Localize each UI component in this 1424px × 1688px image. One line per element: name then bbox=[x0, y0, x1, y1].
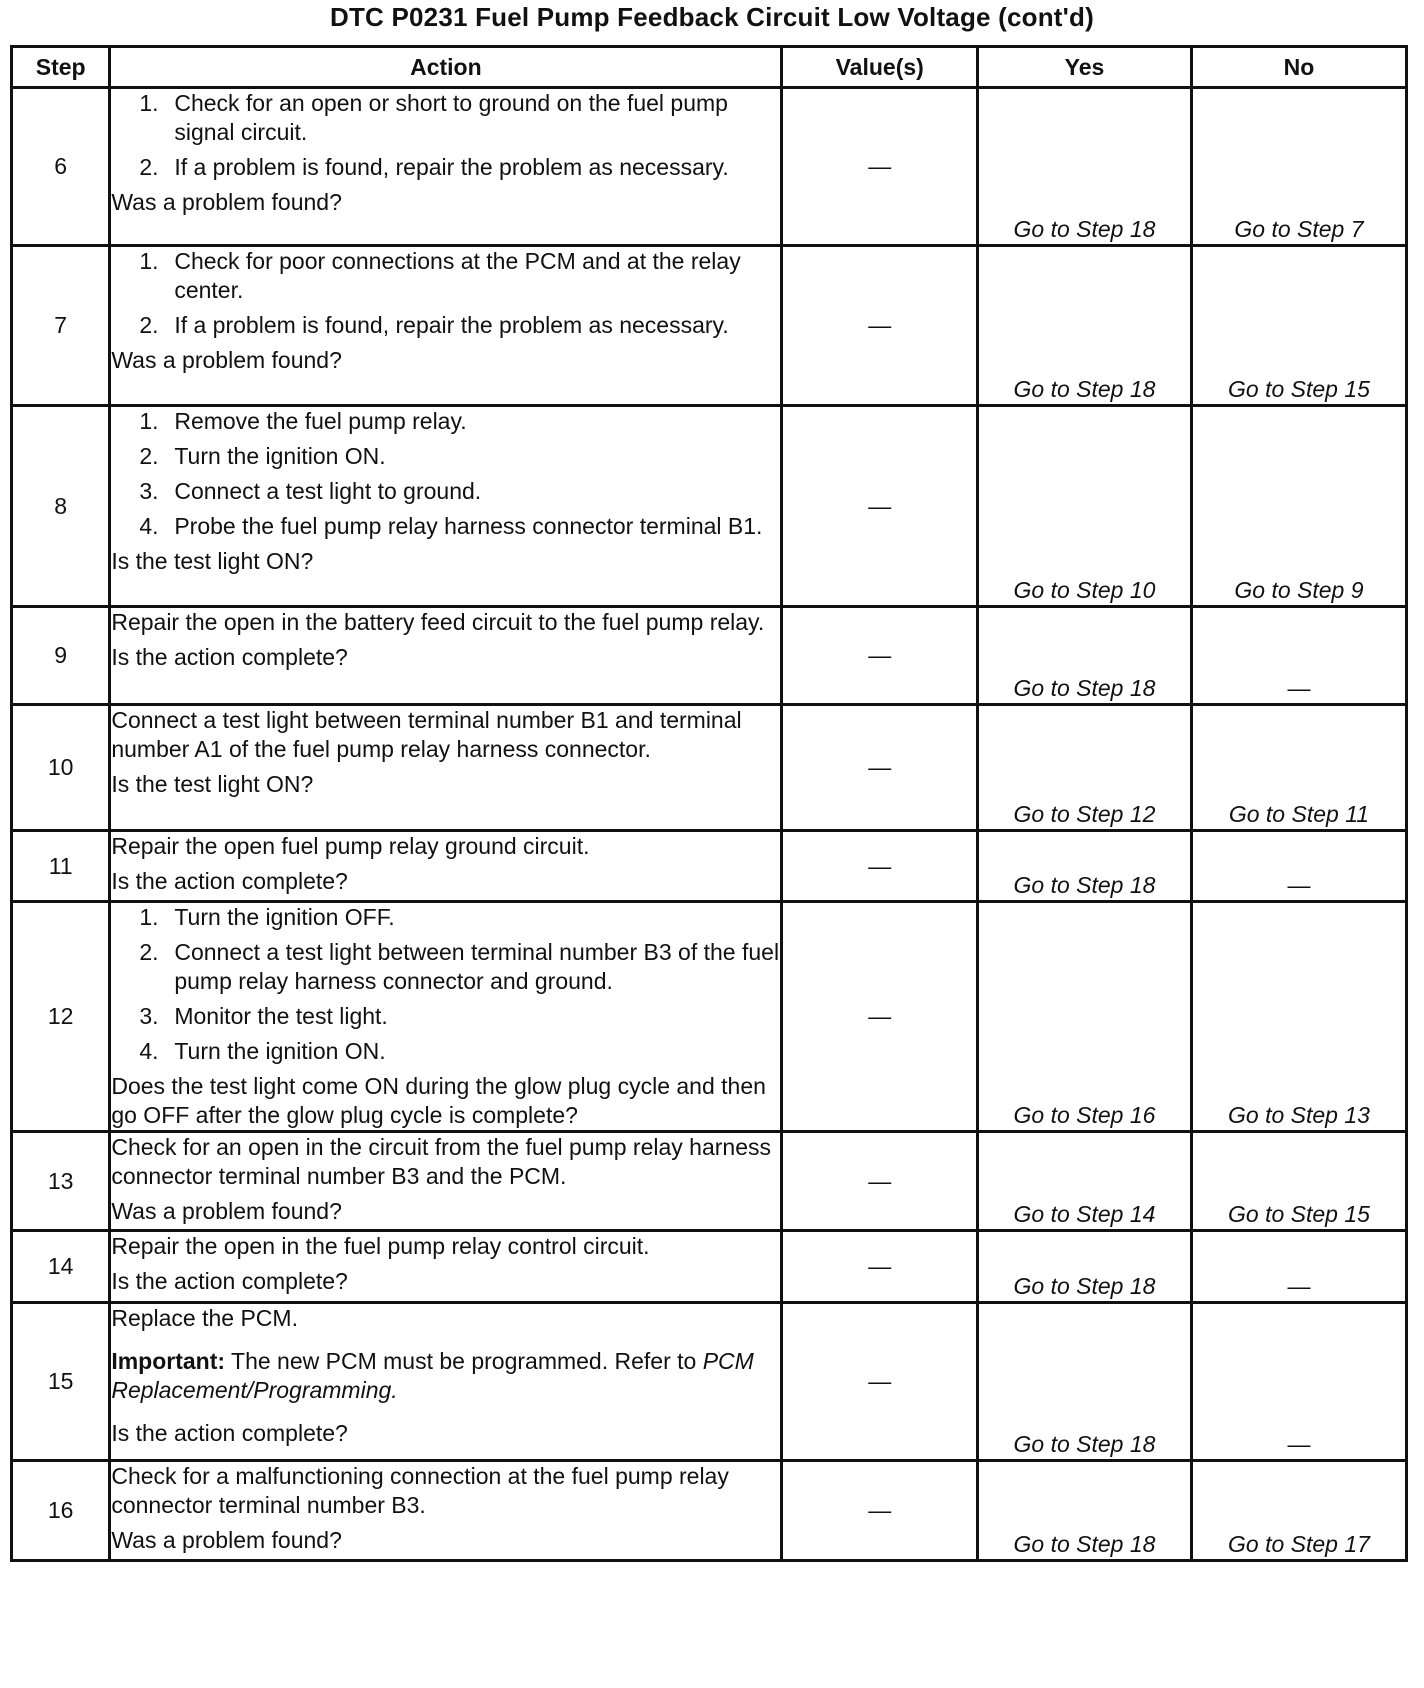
action-text: Check for an open in the circuit from the fuel pump relay harness connector terminal number B3 and the PCM. bbox=[111, 1134, 771, 1189]
value-cell: — bbox=[782, 902, 978, 1132]
step-number: 15 bbox=[12, 1303, 110, 1461]
action-steps bbox=[111, 89, 780, 182]
action-question: Is the action complete? bbox=[111, 1420, 348, 1446]
action-question: Is the test light ON? bbox=[111, 771, 314, 797]
step-number: 11 bbox=[12, 831, 110, 902]
yes-cell: Go to Step 18 bbox=[978, 607, 1192, 705]
step-number: 9 bbox=[12, 607, 110, 705]
no-cell: Go to Step 13 bbox=[1191, 902, 1406, 1132]
column-header-step: Step bbox=[12, 47, 110, 88]
action-step: 3. Connect a test light to ground. bbox=[139, 478, 482, 504]
action-question: Is the action complete? bbox=[111, 1268, 348, 1294]
column-header-no: No bbox=[1191, 47, 1406, 88]
action-cell bbox=[110, 88, 782, 246]
step-number: 13 bbox=[12, 1132, 110, 1231]
yes-cell: Go to Step 18 bbox=[978, 1231, 1192, 1303]
important-text: The new PCM must be programmed. Refer to bbox=[231, 1348, 697, 1374]
no-cell: Go to Step 9 bbox=[1191, 406, 1406, 607]
important-note bbox=[111, 1347, 780, 1405]
action-step: 1. Check for an open or short to ground on the fuel pump signal circuit. bbox=[139, 90, 728, 145]
action-steps bbox=[111, 247, 780, 340]
action-cell bbox=[110, 902, 782, 1132]
table-row bbox=[12, 246, 1407, 406]
action-step: 3. Monitor the test light. bbox=[139, 1003, 388, 1029]
value-cell: — bbox=[782, 1461, 978, 1561]
action-question: Is the action complete? bbox=[111, 644, 348, 670]
no-cell: Go to Step 15 bbox=[1191, 246, 1406, 406]
value-cell: — bbox=[782, 1303, 978, 1461]
important-label: Important: bbox=[111, 1348, 226, 1374]
action-question: Was a problem found? bbox=[111, 347, 342, 373]
yes-cell: Go to Step 18 bbox=[978, 246, 1192, 406]
no-cell: — bbox=[1191, 831, 1406, 902]
no-cell: Go to Step 7 bbox=[1191, 88, 1406, 246]
action-step: 2. Turn the ignition ON. bbox=[139, 443, 386, 469]
table-row bbox=[12, 1461, 1407, 1561]
yes-cell: Go to Step 10 bbox=[978, 406, 1192, 607]
table-row bbox=[12, 406, 1407, 607]
value-cell: — bbox=[782, 831, 978, 902]
table-row bbox=[12, 607, 1407, 705]
action-steps bbox=[111, 903, 780, 1066]
value-cell: — bbox=[782, 246, 978, 406]
action-text: Replace the PCM. bbox=[111, 1305, 298, 1331]
table-row bbox=[12, 88, 1407, 246]
action-cell bbox=[110, 1461, 782, 1561]
action-step: 4. Probe the fuel pump relay harness connector terminal B1. bbox=[139, 513, 763, 539]
action-step: 1. Remove the fuel pump relay. bbox=[139, 408, 467, 434]
action-cell bbox=[110, 705, 782, 831]
step-number: 8 bbox=[12, 406, 110, 607]
step-number: 12 bbox=[12, 902, 110, 1132]
yes-cell: Go to Step 14 bbox=[978, 1132, 1192, 1231]
no-cell: — bbox=[1191, 1303, 1406, 1461]
action-question: Does the test light come ON during the glow plug cycle and then go OFF after the glow plug cycle is complete? bbox=[111, 1073, 766, 1128]
table-header-row bbox=[12, 47, 1407, 88]
action-step: 2. Connect a test light between terminal number B3 of the fuel pump relay harness connector and ground. bbox=[139, 939, 780, 994]
column-header-action: Action bbox=[110, 47, 782, 88]
table-row bbox=[12, 1132, 1407, 1231]
action-step: 2. If a problem is found, repair the problem as necessary. bbox=[139, 154, 729, 180]
page-title: DTC P0231 Fuel Pump Feedback Circuit Low Voltage (cont'd) bbox=[330, 2, 1094, 32]
value-cell: — bbox=[782, 406, 978, 607]
action-question: Was a problem found? bbox=[111, 189, 342, 215]
action-step: 2. If a problem is found, repair the problem as necessary. bbox=[139, 312, 729, 338]
step-number: 16 bbox=[12, 1461, 110, 1561]
action-question: Was a problem found? bbox=[111, 1198, 342, 1224]
step-number: 7 bbox=[12, 246, 110, 406]
action-cell bbox=[110, 831, 782, 902]
value-cell: — bbox=[782, 705, 978, 831]
action-cell bbox=[110, 1231, 782, 1303]
column-header-yes: Yes bbox=[978, 47, 1192, 88]
column-header-values: Value(s) bbox=[782, 47, 978, 88]
table-row bbox=[12, 902, 1407, 1132]
action-cell bbox=[110, 246, 782, 406]
action-text: Repair the open fuel pump relay ground circuit. bbox=[111, 833, 590, 859]
yes-cell: Go to Step 18 bbox=[978, 831, 1192, 902]
table-row bbox=[12, 831, 1407, 902]
yes-cell: Go to Step 18 bbox=[978, 1461, 1192, 1561]
action-text: Check for a malfunctioning connection at the fuel pump relay connector terminal number B3. bbox=[111, 1463, 729, 1518]
diagnostic-table bbox=[10, 45, 1408, 1562]
no-cell: — bbox=[1191, 1231, 1406, 1303]
action-cell bbox=[110, 1303, 782, 1461]
action-step: 4. Turn the ignition ON. bbox=[139, 1038, 386, 1064]
no-cell: Go to Step 15 bbox=[1191, 1132, 1406, 1231]
value-cell: — bbox=[782, 88, 978, 246]
action-cell bbox=[110, 1132, 782, 1231]
action-question: Was a problem found? bbox=[111, 1527, 342, 1553]
action-step: 1. Turn the ignition OFF. bbox=[139, 904, 395, 930]
yes-cell: Go to Step 18 bbox=[978, 1303, 1192, 1461]
no-cell: Go to Step 11 bbox=[1191, 705, 1406, 831]
step-number: 14 bbox=[12, 1231, 110, 1303]
action-text: Repair the open in the fuel pump relay control circuit. bbox=[111, 1233, 650, 1259]
value-cell: — bbox=[782, 1231, 978, 1303]
table-row bbox=[12, 1231, 1407, 1303]
value-cell: — bbox=[782, 1132, 978, 1231]
yes-cell: Go to Step 16 bbox=[978, 902, 1192, 1132]
action-question: Is the test light ON? bbox=[111, 548, 314, 574]
table-row bbox=[12, 705, 1407, 831]
table-row bbox=[12, 1303, 1407, 1461]
action-question: Is the action complete? bbox=[111, 868, 348, 894]
action-cell bbox=[110, 406, 782, 607]
step-number: 6 bbox=[12, 88, 110, 246]
action-step: 1. Check for poor connections at the PCM and at the relay center. bbox=[139, 248, 741, 303]
action-text: Repair the open in the battery feed circuit to the fuel pump relay. bbox=[111, 609, 765, 635]
no-cell: Go to Step 17 bbox=[1191, 1461, 1406, 1561]
action-steps bbox=[111, 407, 780, 541]
step-number: 10 bbox=[12, 705, 110, 831]
yes-cell: Go to Step 18 bbox=[978, 88, 1192, 246]
action-cell bbox=[110, 607, 782, 705]
no-cell: — bbox=[1191, 607, 1406, 705]
value-cell: — bbox=[782, 607, 978, 705]
action-text: Connect a test light between terminal number B1 and terminal number A1 of the fuel pump relay harness connector. bbox=[111, 707, 742, 762]
cross-reference: PCM Replacement/Programming. bbox=[111, 1348, 754, 1403]
yes-cell: Go to Step 12 bbox=[978, 705, 1192, 831]
